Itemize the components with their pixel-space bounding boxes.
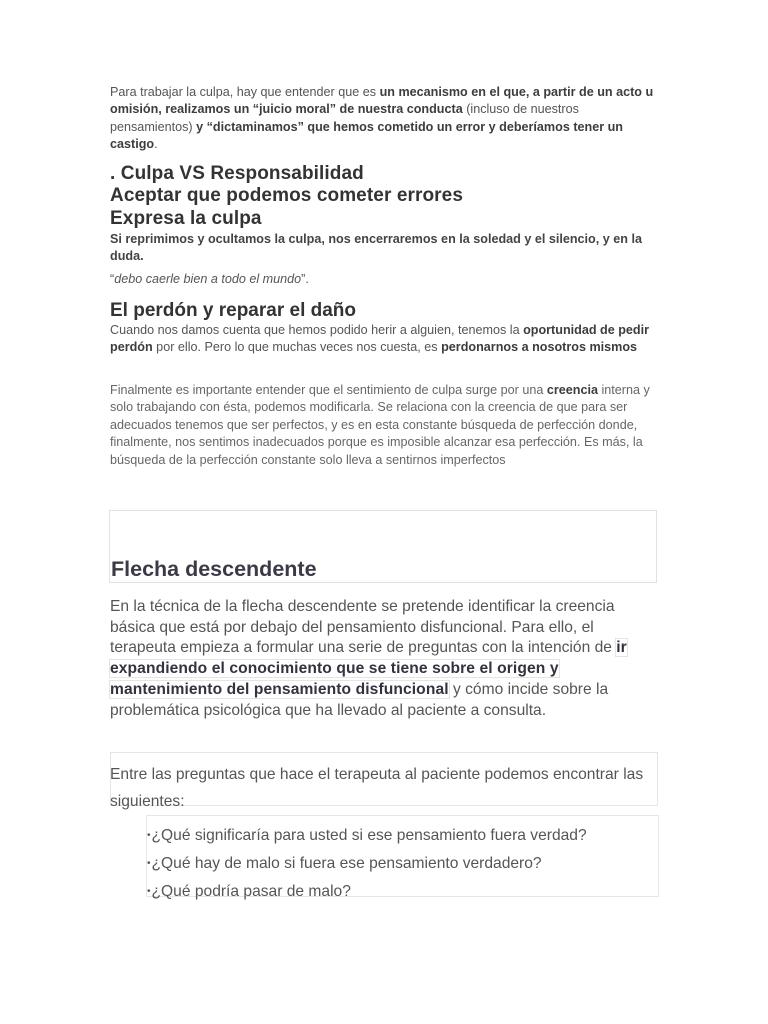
flecha-bold-1: ir expandiendo el conocimiento que se tiene sobre el origen y mantenimiento del pensamiento disfuncional xyxy=(110,639,627,698)
bullet-icon: • xyxy=(147,858,151,869)
perdon-paragraph xyxy=(110,322,660,357)
list-item xyxy=(147,822,587,850)
flecha-paragraph xyxy=(110,597,658,721)
intro-text-1: Para trabajar la culpa, hay que entender que es xyxy=(110,85,380,99)
bullet-icon: • xyxy=(147,830,151,841)
perdon-bold-1: oportunidad de pedir perdón xyxy=(110,323,650,355)
quote-open: “ xyxy=(110,272,115,286)
bullet-icon: • xyxy=(147,886,151,897)
list-item-text: ¿Qué podría pasar de malo? xyxy=(151,883,351,900)
final-text-1: Finalmente es importante entender que el sentimiento de culpa surge por una xyxy=(110,383,547,397)
list-item-text: ¿Qué hay de malo si fuera ese pensamiento verdadero? xyxy=(151,855,542,872)
preguntas-list-box xyxy=(146,815,659,900)
heading-expresa-culpa: Expresa la culpa xyxy=(110,208,262,229)
preguntas-intro-box xyxy=(110,752,658,810)
intro-bold-1: un mecanismo en el que, a partir de un acto u omisión, realizamos un “juicio moral” de nuestra conducta xyxy=(110,85,654,117)
list-item xyxy=(147,878,587,906)
intro-bold-2: y “dictaminamos” que hemos cometido un error y deberíamos tener un castigo xyxy=(110,119,623,151)
final-bold-1: creencia xyxy=(546,383,598,397)
quote-close: ”. xyxy=(301,272,309,286)
heading-flecha-descendente: Flecha descendente xyxy=(111,557,317,581)
perdon-bold-2: perdonarnos a nosotros mismos xyxy=(441,340,638,355)
reprimimos-paragraph: Si reprimimos y ocultamos la culpa, nos encerraremos en la soledad y el silencio, y en la duda. xyxy=(110,232,642,263)
flecha-text-2: y cómo incide sobre la problemática psicológica que ha llevado al paciente a consulta. xyxy=(110,680,609,719)
heading-culpa-vs-responsabilidad: . Culpa VS Responsabilidad xyxy=(110,163,364,184)
final-text-2: interna y solo trabajando con ésta, podemos modificarla. Se relaciona con la creencia de que para ser adecuados tenemos que ser perfectos, y es en esta constante búsqueda de perfección donde, finalmente, nos sentimos inadecuados porque es imposible alcanzar esa perfección. Es más, la búsqueda de la perfección constante solo lleva a sentirnos imperfectos xyxy=(110,383,650,467)
quote-paragraph xyxy=(110,272,309,286)
heading-perdon: El perdón y reparar el daño xyxy=(110,300,357,321)
perdon-text-2: por ello. Pero lo que muchas veces nos cuesta, es xyxy=(152,340,442,355)
intro-text-3: . xyxy=(154,136,158,151)
preguntas-list xyxy=(147,822,587,906)
preguntas-intro: Entre las preguntas que hace el terapeuta al paciente podemos encontrar las siguientes: xyxy=(110,766,644,810)
list-item-text: ¿Qué significaría para usted si ese pensamiento fuera verdad? xyxy=(151,827,587,844)
flecha-text-1: En la técnica de la flecha descendente se pretende identificar la creencia básica que está por debajo del pensamiento disfuncional. Para ello, el terapeuta empieza a formular una serie de preguntas con la intención de xyxy=(110,598,617,657)
heading-aceptar-errores: Aceptar que podemos cometer errores xyxy=(110,185,464,206)
intro-paragraph xyxy=(110,84,658,153)
list-item xyxy=(147,850,587,878)
intro-text-2: (incluso de nuestros pensamientos) xyxy=(110,102,579,134)
perdon-text-1: Cuando nos damos cuenta que hemos podido herir a alguien, tenemos la xyxy=(110,323,524,337)
flecha-heading-box xyxy=(109,510,657,583)
final-paragraph xyxy=(110,382,650,469)
quote-text: debo caerle bien a todo el mundo xyxy=(114,272,302,286)
